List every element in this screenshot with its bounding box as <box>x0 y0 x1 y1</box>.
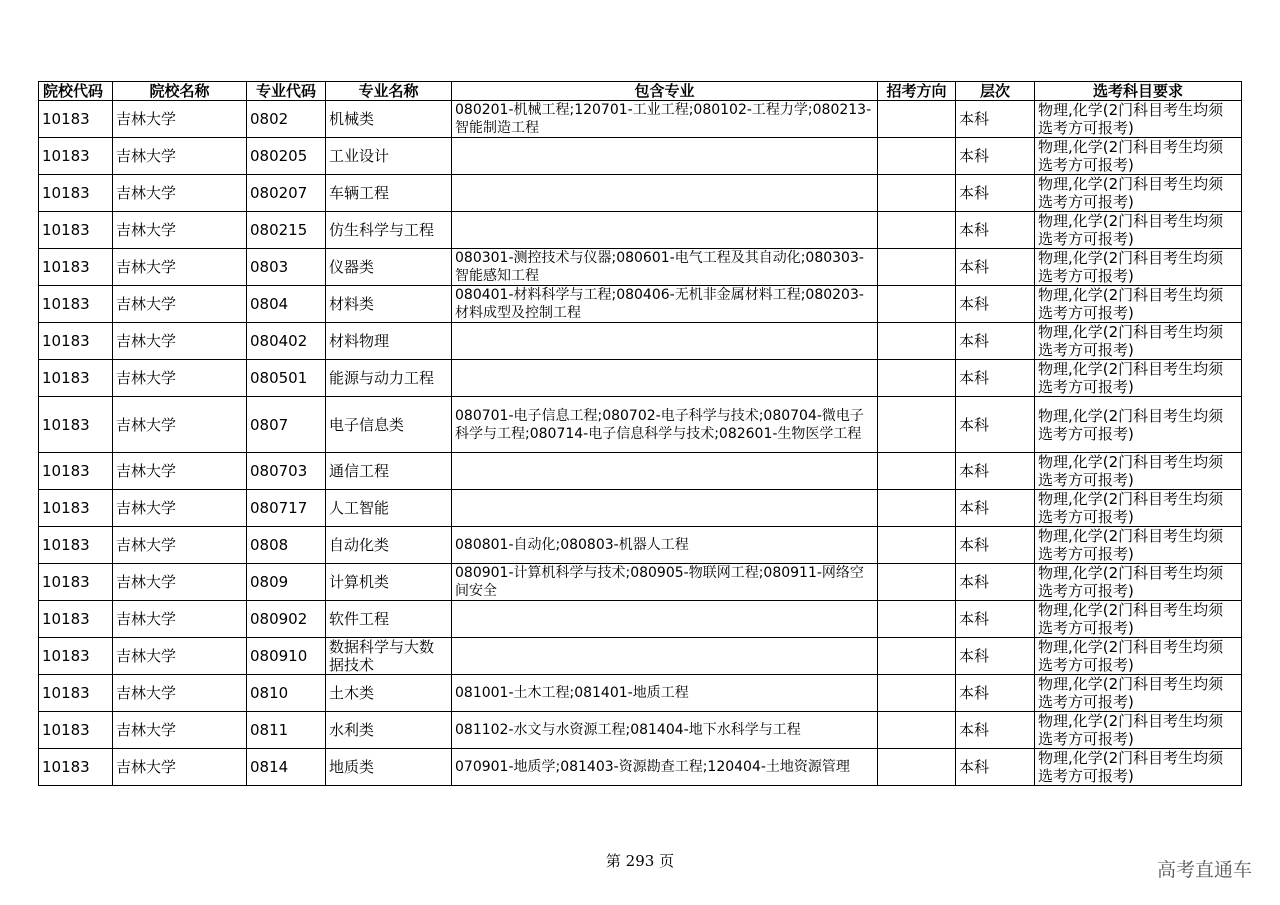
cell-major-code: 080501 <box>247 360 326 397</box>
cell-school-code: 10183 <box>39 286 113 323</box>
table-row <box>39 212 1242 249</box>
cell-included-majors <box>452 212 878 249</box>
cell-school-code: 10183 <box>39 564 113 601</box>
cell-major-name: 机械类 <box>326 101 452 138</box>
cell-major-name: 人工智能 <box>326 490 452 527</box>
cell-subject-requirement: 物理,化学(2门科目考生均须选考方可报考) <box>1035 527 1242 564</box>
cell-included-majors: 080901-计算机科学与技术;080905-物联网工程;080911-网络空间安全 <box>452 564 878 601</box>
cell-included-majors: 081001-土木工程;081401-地质工程 <box>452 675 878 712</box>
cell-direction <box>878 601 956 638</box>
cell-school-name: 吉林大学 <box>113 564 247 601</box>
cell-major-code: 080703 <box>247 453 326 490</box>
table-row <box>39 286 1242 323</box>
cell-direction <box>878 564 956 601</box>
cell-major-code: 080402 <box>247 323 326 360</box>
cell-major-name: 数据科学与大数据技术 <box>326 638 452 675</box>
table-row <box>39 564 1242 601</box>
cell-major-name: 能源与动力工程 <box>326 360 452 397</box>
cell-major-name: 通信工程 <box>326 453 452 490</box>
cell-included-majors <box>452 490 878 527</box>
cell-school-code: 10183 <box>39 601 113 638</box>
table-row <box>39 453 1242 490</box>
cell-school-name: 吉林大学 <box>113 638 247 675</box>
cell-direction <box>878 712 956 749</box>
cell-level: 本科 <box>956 397 1035 453</box>
cell-school-name: 吉林大学 <box>113 453 247 490</box>
cell-major-name: 材料物理 <box>326 323 452 360</box>
cell-level: 本科 <box>956 323 1035 360</box>
cell-level: 本科 <box>956 453 1035 490</box>
cell-direction <box>878 453 956 490</box>
header-school-code: 院校代码 <box>39 82 113 101</box>
table-row <box>39 527 1242 564</box>
cell-school-code: 10183 <box>39 749 113 786</box>
cell-major-name: 软件工程 <box>326 601 452 638</box>
cell-subject-requirement: 物理,化学(2门科目考生均须选考方可报考) <box>1035 749 1242 786</box>
cell-subject-requirement: 物理,化学(2门科目考生均须选考方可报考) <box>1035 601 1242 638</box>
cell-school-code: 10183 <box>39 638 113 675</box>
cell-major-name: 仪器类 <box>326 249 452 286</box>
cell-major-name: 土木类 <box>326 675 452 712</box>
cell-subject-requirement: 物理,化学(2门科目考生均须选考方可报考) <box>1035 453 1242 490</box>
cell-included-majors: 080701-电子信息工程;080702-电子科学与技术;080704-微电子科学与工程;080714-电子信息科学与技术;082601-生物医学工程 <box>452 397 878 453</box>
header-subject-requirement: 选考科目要求 <box>1035 82 1242 101</box>
cell-school-name: 吉林大学 <box>113 175 247 212</box>
cell-subject-requirement: 物理,化学(2门科目考生均须选考方可报考) <box>1035 101 1242 138</box>
cell-major-code: 0810 <box>247 675 326 712</box>
cell-included-majors <box>452 175 878 212</box>
cell-level: 本科 <box>956 249 1035 286</box>
cell-major-name: 电子信息类 <box>326 397 452 453</box>
cell-school-name: 吉林大学 <box>113 675 247 712</box>
cell-direction <box>878 286 956 323</box>
header-included-majors: 包含专业 <box>452 82 878 101</box>
header-major-name: 专业名称 <box>326 82 452 101</box>
cell-subject-requirement: 物理,化学(2门科目考生均须选考方可报考) <box>1035 712 1242 749</box>
cell-school-code: 10183 <box>39 453 113 490</box>
cell-direction <box>878 138 956 175</box>
cell-major-code: 0804 <box>247 286 326 323</box>
cell-direction <box>878 249 956 286</box>
cell-school-code: 10183 <box>39 101 113 138</box>
cell-school-code: 10183 <box>39 360 113 397</box>
cell-direction <box>878 638 956 675</box>
cell-level: 本科 <box>956 490 1035 527</box>
cell-direction <box>878 101 956 138</box>
table-row <box>39 490 1242 527</box>
table-row <box>39 601 1242 638</box>
header-direction: 招考方向 <box>878 82 956 101</box>
cell-included-majors: 080201-机械工程;120701-工业工程;080102-工程力学;080213-智能制造工程 <box>452 101 878 138</box>
cell-direction <box>878 397 956 453</box>
cell-subject-requirement: 物理,化学(2门科目考生均须选考方可报考) <box>1035 675 1242 712</box>
cell-included-majors <box>452 360 878 397</box>
cell-subject-requirement: 物理,化学(2门科目考生均须选考方可报考) <box>1035 397 1242 453</box>
cell-level: 本科 <box>956 286 1035 323</box>
cell-level: 本科 <box>956 675 1035 712</box>
table-row <box>39 323 1242 360</box>
cell-school-name: 吉林大学 <box>113 360 247 397</box>
cell-direction <box>878 175 956 212</box>
cell-level: 本科 <box>956 138 1035 175</box>
cell-major-code: 0808 <box>247 527 326 564</box>
cell-subject-requirement: 物理,化学(2门科目考生均须选考方可报考) <box>1035 490 1242 527</box>
cell-major-code: 0809 <box>247 564 326 601</box>
cell-included-majors <box>452 601 878 638</box>
cell-major-name: 水利类 <box>326 712 452 749</box>
cell-school-code: 10183 <box>39 138 113 175</box>
cell-subject-requirement: 物理,化学(2门科目考生均须选考方可报考) <box>1035 212 1242 249</box>
cell-school-name: 吉林大学 <box>113 397 247 453</box>
cell-school-name: 吉林大学 <box>113 286 247 323</box>
cell-major-code: 080207 <box>247 175 326 212</box>
cell-included-majors <box>452 453 878 490</box>
cell-level: 本科 <box>956 564 1035 601</box>
cell-level: 本科 <box>956 601 1035 638</box>
cell-major-code: 0802 <box>247 101 326 138</box>
cell-school-name: 吉林大学 <box>113 490 247 527</box>
header-school-name: 院校名称 <box>113 82 247 101</box>
table-row <box>39 175 1242 212</box>
cell-level: 本科 <box>956 712 1035 749</box>
cell-included-majors <box>452 638 878 675</box>
header-level: 层次 <box>956 82 1035 101</box>
enrollment-table <box>38 81 1242 786</box>
cell-included-majors <box>452 138 878 175</box>
cell-major-code: 0814 <box>247 749 326 786</box>
cell-school-name: 吉林大学 <box>113 323 247 360</box>
cell-subject-requirement: 物理,化学(2门科目考生均须选考方可报考) <box>1035 249 1242 286</box>
cell-subject-requirement: 物理,化学(2门科目考生均须选考方可报考) <box>1035 175 1242 212</box>
cell-level: 本科 <box>956 101 1035 138</box>
cell-subject-requirement: 物理,化学(2门科目考生均须选考方可报考) <box>1035 286 1242 323</box>
cell-major-code: 080717 <box>247 490 326 527</box>
cell-level: 本科 <box>956 638 1035 675</box>
cell-major-name: 计算机类 <box>326 564 452 601</box>
cell-school-name: 吉林大学 <box>113 249 247 286</box>
cell-major-name: 车辆工程 <box>326 175 452 212</box>
cell-included-majors <box>452 323 878 360</box>
table-row <box>39 638 1242 675</box>
cell-school-code: 10183 <box>39 397 113 453</box>
cell-direction <box>878 360 956 397</box>
table-body <box>39 101 1242 786</box>
cell-school-code: 10183 <box>39 175 113 212</box>
cell-major-code: 080215 <box>247 212 326 249</box>
table-row <box>39 249 1242 286</box>
cell-school-name: 吉林大学 <box>113 527 247 564</box>
cell-school-code: 10183 <box>39 712 113 749</box>
table-row <box>39 749 1242 786</box>
table-row <box>39 360 1242 397</box>
cell-included-majors: 080801-自动化;080803-机器人工程 <box>452 527 878 564</box>
cell-subject-requirement: 物理,化学(2门科目考生均须选考方可报考) <box>1035 638 1242 675</box>
cell-major-name: 工业设计 <box>326 138 452 175</box>
cell-school-code: 10183 <box>39 527 113 564</box>
cell-direction <box>878 212 956 249</box>
cell-level: 本科 <box>956 749 1035 786</box>
cell-subject-requirement: 物理,化学(2门科目考生均须选考方可报考) <box>1035 360 1242 397</box>
cell-subject-requirement: 物理,化学(2门科目考生均须选考方可报考) <box>1035 564 1242 601</box>
table-row <box>39 101 1242 138</box>
cell-school-name: 吉林大学 <box>113 749 247 786</box>
cell-direction <box>878 323 956 360</box>
cell-direction <box>878 527 956 564</box>
cell-school-name: 吉林大学 <box>113 101 247 138</box>
cell-included-majors: 080401-材料科学与工程;080406-无机非金属材料工程;080203-材料成型及控制工程 <box>452 286 878 323</box>
table-row <box>39 397 1242 453</box>
cell-major-name: 自动化类 <box>326 527 452 564</box>
cell-school-code: 10183 <box>39 490 113 527</box>
cell-major-code: 080910 <box>247 638 326 675</box>
cell-major-code: 080902 <box>247 601 326 638</box>
cell-school-code: 10183 <box>39 323 113 360</box>
cell-school-name: 吉林大学 <box>113 212 247 249</box>
table-row <box>39 675 1242 712</box>
cell-subject-requirement: 物理,化学(2门科目考生均须选考方可报考) <box>1035 323 1242 360</box>
cell-included-majors: 081102-水文与水资源工程;081404-地下水科学与工程 <box>452 712 878 749</box>
cell-level: 本科 <box>956 360 1035 397</box>
cell-included-majors: 070901-地质学;081403-资源勘查工程;120404-土地资源管理 <box>452 749 878 786</box>
cell-school-code: 10183 <box>39 249 113 286</box>
cell-level: 本科 <box>956 527 1035 564</box>
table-header-row <box>39 82 1242 101</box>
page-number: 第 293 页 <box>605 852 675 870</box>
cell-level: 本科 <box>956 212 1035 249</box>
cell-major-code: 0803 <box>247 249 326 286</box>
watermark-text: 高考直通车 <box>1156 859 1252 881</box>
cell-school-code: 10183 <box>39 675 113 712</box>
table-row <box>39 712 1242 749</box>
cell-subject-requirement: 物理,化学(2门科目考生均须选考方可报考) <box>1035 138 1242 175</box>
cell-school-code: 10183 <box>39 212 113 249</box>
cell-major-code: 0811 <box>247 712 326 749</box>
cell-major-name: 仿生科学与工程 <box>326 212 452 249</box>
cell-school-name: 吉林大学 <box>113 601 247 638</box>
table-row <box>39 138 1242 175</box>
cell-direction <box>878 675 956 712</box>
cell-school-name: 吉林大学 <box>113 138 247 175</box>
cell-major-code: 080205 <box>247 138 326 175</box>
cell-direction <box>878 749 956 786</box>
cell-level: 本科 <box>956 175 1035 212</box>
cell-major-code: 0807 <box>247 397 326 453</box>
cell-included-majors: 080301-测控技术与仪器;080601-电气工程及其自动化;080303-智能感知工程 <box>452 249 878 286</box>
cell-major-name: 地质类 <box>326 749 452 786</box>
cell-school-name: 吉林大学 <box>113 712 247 749</box>
cell-direction <box>878 490 956 527</box>
header-major-code: 专业代码 <box>247 82 326 101</box>
cell-major-name: 材料类 <box>326 286 452 323</box>
